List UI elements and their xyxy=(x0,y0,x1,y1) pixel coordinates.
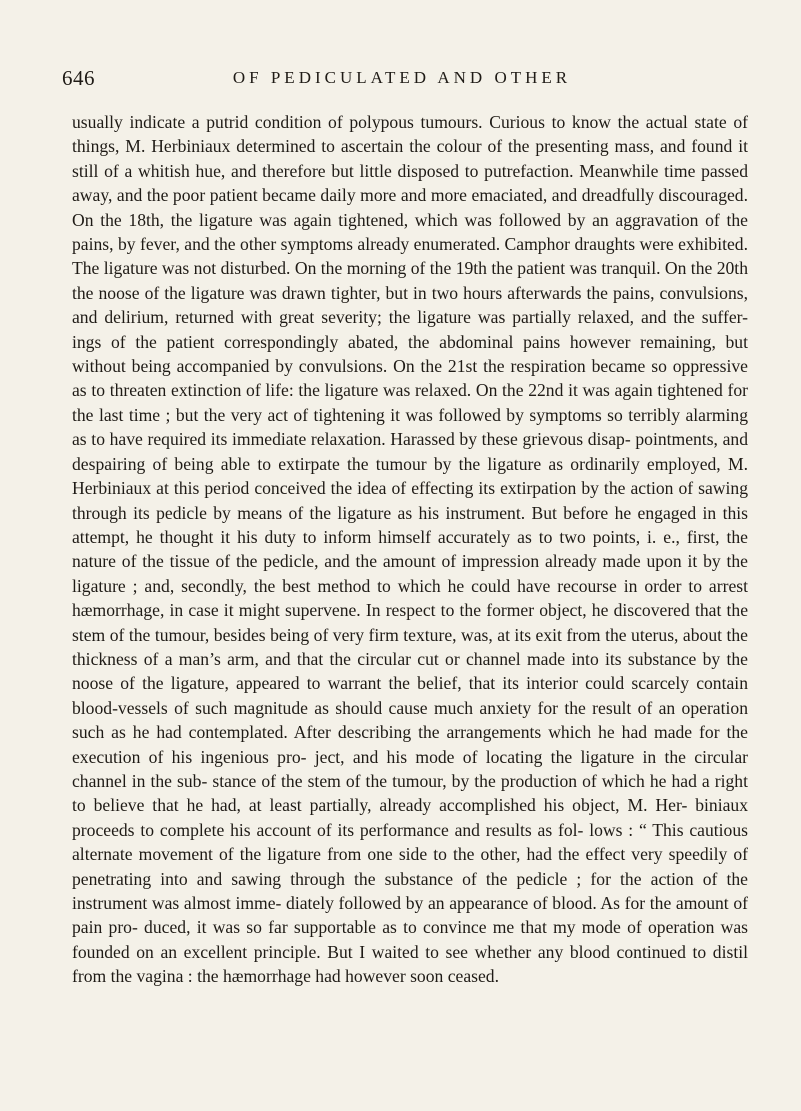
body-paragraph: usually indicate a putrid condition of polypous tumours. Curious to know the actual state of things, M. Herbiniaux determined to ascertain the colour of the presenting mass, and found it still of a whitish hue, and therefore but little disposed to putrefaction. Meanwhile time passed away, and the poor patient became daily more and more emaciated, and dreadfully discouraged. On the 18th, the ligature was again tightened, which was followed by an aggravation of the pains, by fever, and the other symptoms already enumerated. Camphor draughts were exhibited. The ligature was not disturbed. On the morning of the 19th the patient was tranquil. On the 20th the noose of the ligature was drawn tighter, but in two hours afterwards the pains, convulsions, and delirium, returned with great severity; the ligature was partially relaxed, and the suffer- ings of the patient correspondingly abated, the abdominal pains however remaining, but without being accompanied by convulsions. On the 21st the respiration became so oppressive as to threaten extinction of life: the ligature was relaxed. On the 22nd it was again tightened for the last time ; but the very act of tightening it was followed by symptoms so terribly alarming as to have required its immediate relaxation. Harassed by these grievous disap- pointments, and despairing of being able to extirpate the tumour by the ligature as ordinarily employed, M. Herbiniaux at this period conceived the idea of effecting its extirpation by the action of sawing through its pedicle by means of the ligature as his instrument. But before he engaged in this attempt, he thought it his duty to inform himself accurately as to two points, i. e., first, the nature of the tissue of the pedicle, and the amount of impression already made upon it by the ligature ; and, secondly, the best method to which he could have recourse in order to arrest hæmorrhage, in case it might supervene. In respect to the former object, he discovered that the stem of the tumour, besides being of very firm texture, was, at its exit from the uterus, about the thickness of a man’s arm, and that the circular cut or channel made into its substance by the noose of the ligature, appeared to warrant the belief, that its interior could scarcely contain blood-vessels of such magnitude as should cause much anxiety for the result of an operation such as he had contemplated. After describing the arrangements which he had made for the execution of his ingenious pro- ject, and his mode of locating the ligature in the circular channel in the sub- stance of the stem of the tumour, by the production of which he had a right to believe that he had, at least partially, already accomplished his object, M. Her- biniaux proceeds to complete his account of its performance and results as fol- lows : “ This cautious alternate movement of the ligature from one side to the other, had the effect very speedily of penetrating into and sawing through the substance of the pedicle ; for the action of the instrument was almost imme- diately followed by an appearance of blood. As for the amount of pain pro- duced, it was so far supportable as to convince me that my mode of operation was founded on an excellent principle. But I waited to see whether any blood continued to distil from the vagina : the hæmorrhage had however soon ceased. xyxy=(72,112,748,987)
running-head xyxy=(62,66,742,94)
running-title: OF PEDICULATED AND OTHER xyxy=(232,68,572,87)
page-number: 646 xyxy=(62,66,95,90)
